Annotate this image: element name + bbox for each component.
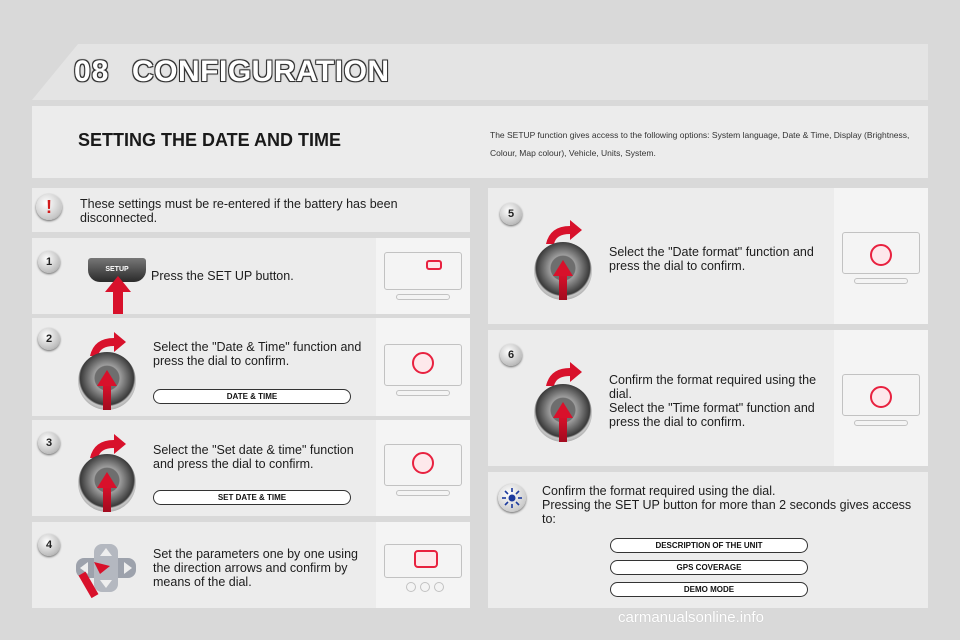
step-5-console-image xyxy=(834,188,928,324)
step-6-text: Confirm the format required using the dial. Select the "Time format" function and press the dial to confirm. xyxy=(609,373,817,429)
warning-icon: ! xyxy=(36,194,62,220)
step-2-text: Select the "Date & Time" function and press the dial to confirm. xyxy=(153,340,362,368)
date-time-menu-item: DATE & TIME xyxy=(153,389,351,404)
press-arrowhead-icon xyxy=(553,260,573,276)
console-knob xyxy=(434,582,444,592)
console-slot xyxy=(396,490,450,496)
step-3-text: Select the "Set date & time" function and press the dial to confirm. xyxy=(153,443,354,471)
console-knob xyxy=(406,582,416,592)
step-6-badge: 6 xyxy=(500,344,522,366)
console-slot xyxy=(396,390,450,396)
console-slot xyxy=(396,294,450,300)
step-5-text: Select the "Date format" function and press the dial to confirm. xyxy=(609,245,814,273)
step-6-console-image xyxy=(834,330,928,466)
step-4-console-image xyxy=(376,522,470,608)
setup-highlight-icon xyxy=(426,260,442,270)
dial-highlight-icon xyxy=(870,244,892,266)
step-4-badge: 4 xyxy=(38,534,60,556)
step-3-console-image xyxy=(376,420,470,516)
step-3-badge: 3 xyxy=(38,432,60,454)
sun-icon xyxy=(498,484,526,512)
console-knob xyxy=(420,582,430,592)
press-arrow-icon xyxy=(103,486,111,512)
section-intro: The SETUP function gives access to the following options: System language, Date & Time, Display (Brightness, Colour, Map colour), Vehicle, Units, System. xyxy=(490,130,910,158)
header-corner-cut xyxy=(32,44,78,100)
demo-mode-menu-item: DEMO MODE xyxy=(610,582,808,597)
arrows-highlight-icon xyxy=(414,550,438,568)
console-outline xyxy=(384,252,462,290)
section-title: SETTING THE DATE AND TIME xyxy=(78,130,341,150)
step-5-badge: 5 xyxy=(500,203,522,225)
tip-text: Confirm the format required using the dial. Pressing the SET UP button for more than 2 seconds gives access to: xyxy=(542,484,912,526)
step-1-badge: 1 xyxy=(38,251,60,273)
press-arrowhead-icon xyxy=(97,472,117,488)
step-2-console-image xyxy=(376,318,470,416)
chapter-title: CONFIGURATION xyxy=(132,55,390,88)
step-2-badge: 2 xyxy=(38,328,60,350)
step-1-console-image xyxy=(376,238,470,314)
direction-pad-icon xyxy=(72,544,140,602)
press-arrow-icon xyxy=(103,276,133,316)
press-arrow-icon xyxy=(103,384,111,410)
dial-highlight-icon xyxy=(870,386,892,408)
press-arrowhead-icon xyxy=(97,370,117,386)
dial-highlight-icon xyxy=(412,352,434,374)
warning-text: These settings must be re-entered if the battery has been disconnected. xyxy=(80,197,398,225)
setup-key-icon: SETUP xyxy=(88,258,146,282)
press-arrow-icon xyxy=(559,274,567,300)
set-date-time-menu-item: SET DATE & TIME xyxy=(153,490,351,505)
description-of-unit-menu-item: DESCRIPTION OF THE UNIT xyxy=(610,538,808,553)
sun-tip-icon xyxy=(498,484,526,512)
watermark-text: carmanualsonline.info xyxy=(618,609,764,626)
console-slot xyxy=(854,278,908,284)
chapter-number: 08 xyxy=(74,55,110,88)
dial-highlight-icon xyxy=(412,452,434,474)
console-slot xyxy=(854,420,908,426)
step-4-text: Set the parameters one by one using the direction arrows and confirm by means of the dial. xyxy=(153,547,358,589)
press-arrow-icon xyxy=(559,416,567,442)
gps-coverage-menu-item: GPS COVERAGE xyxy=(610,560,808,575)
press-arrowhead-icon xyxy=(553,402,573,418)
step-1-text: Press the SET UP button. xyxy=(151,269,294,283)
